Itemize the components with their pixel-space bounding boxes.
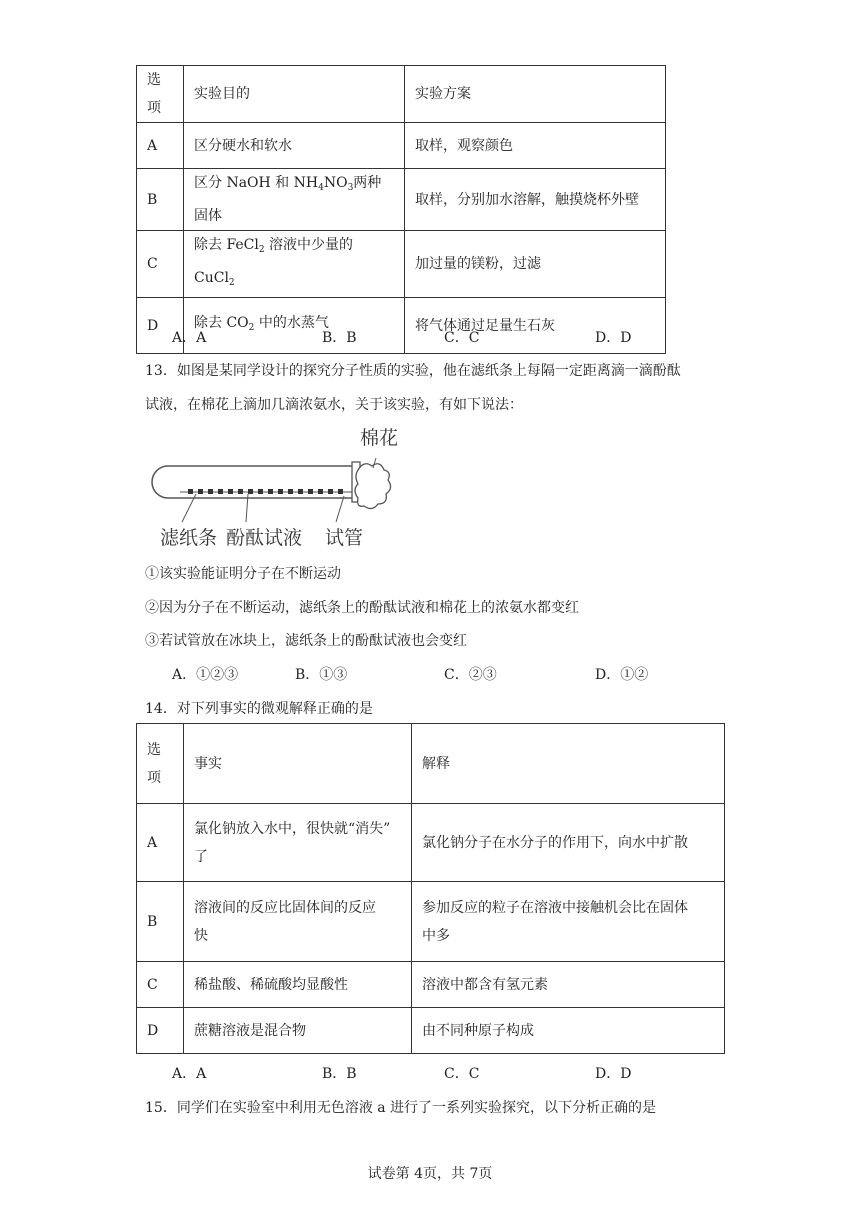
option-c: C．C	[444, 330, 480, 346]
header-cell: 选 项	[137, 724, 184, 804]
filter-paper-label: 滤纸条	[160, 527, 218, 549]
method-cell: 取样，分别加水溶解，触摸烧杯外壁	[405, 169, 666, 231]
explain-cell: 溶液中都含有氢元素	[412, 962, 725, 1008]
table-row	[137, 962, 725, 1008]
q12-table	[136, 65, 666, 354]
option-d: D．D	[595, 330, 632, 346]
q13-statement-3: ③若试管放在冰块上，滤纸条上的酚酞试液也会变红	[145, 633, 467, 649]
header-cell: 实验方案	[405, 66, 666, 123]
method-cell: 取样，观察颜色	[405, 123, 666, 169]
purpose-cell: 除去 $CO_2$ 中的水蒸气	[184, 298, 405, 354]
option-cell: D	[137, 1008, 184, 1054]
option-cell: A	[137, 804, 184, 882]
option-cell: C	[137, 962, 184, 1008]
q13-statement-2: ②因为分子在不断运动，滤纸条上的酚酞试液和棉花上的浓氨水都变红	[145, 600, 579, 616]
option-d: D．D	[595, 1066, 632, 1082]
option-b: B．B	[322, 1066, 357, 1082]
purpose-cell: 除去 FeCl$_2$ 溶液中少量的 CuCl$_2$	[184, 231, 405, 298]
method-cell: 将气体通过足量生石灰	[405, 298, 666, 354]
table-row	[137, 882, 725, 962]
table-header-row	[137, 724, 725, 804]
test-tube-label: 试管	[325, 527, 364, 549]
option-a: A．①②③	[172, 667, 239, 683]
option-cell: B	[137, 169, 184, 231]
explain-cell: 参加反应的粒子在溶液中接触机会比在固体 中多	[412, 882, 725, 962]
table-row	[137, 298, 666, 354]
fact-cell: 溶液间的反应比固体间的反应 快	[184, 882, 412, 962]
table-row	[137, 231, 666, 298]
option-cell: C	[137, 231, 184, 298]
option-a: A．A	[172, 330, 207, 346]
q13-statement-1: ①该实验能证明分子在不断运动	[145, 566, 341, 582]
table-header-row	[137, 66, 666, 123]
header-cell: 事实	[184, 724, 412, 804]
option-cell: B	[137, 882, 184, 962]
option-d: D．①②	[595, 667, 649, 683]
purpose-cell: 区分 NaOH 和 $NH_4NO_3$两种固体	[184, 169, 405, 231]
option-cell: A	[137, 123, 184, 169]
option-b: B．B	[322, 330, 357, 346]
page-footer: 试卷第 4页，共 7页	[367, 1166, 493, 1182]
option-cell: D	[137, 298, 184, 354]
explain-cell: 由不同种原子构成	[412, 1008, 725, 1054]
option-c: C．C	[444, 1066, 480, 1082]
option-c: C．②③	[444, 667, 497, 683]
cotton-label: 棉花	[360, 427, 399, 449]
option-b: B．①③	[295, 667, 348, 683]
method-cell: 加过量的镁粉，过滤	[405, 231, 666, 298]
q14-stem: 14．对下列事实的微观解释正确的是	[145, 701, 373, 717]
test-tube-figure	[140, 420, 400, 550]
q14-table	[136, 723, 725, 1054]
option-a: A．A	[172, 1066, 207, 1082]
table-row	[137, 804, 725, 882]
q15-stem: 15．同学们在实验室中利用无色溶液 a 进行了一系列实验探究，以下分析正确的是	[145, 1100, 657, 1116]
header-cell: 实验目的	[184, 66, 405, 123]
header-cell: 解释	[412, 724, 725, 804]
fact-cell: 氯化钠放入水中，很快就“消失” 了	[184, 804, 412, 882]
purpose-cell: 区分硬水和软水	[184, 123, 405, 169]
header-cell: 选项	[137, 66, 184, 123]
q13-stem-line1: 13．如图是某同学设计的探究分子性质的实验，他在滤纸条上每隔一定距离滴一滴酚酞	[145, 363, 681, 379]
explain-cell: 氯化钠分子在水分子的作用下，向水中扩散	[412, 804, 725, 882]
table-row	[137, 169, 666, 231]
q13-stem-line2: 试液，在棉花上滴加几滴浓氨水，关于该实验，有如下说法：	[145, 397, 523, 413]
table-row	[137, 123, 666, 169]
phenolphthalein-label: 酚酞试液	[226, 527, 303, 549]
fact-cell: 稀盐酸、稀硫酸均显酸性	[184, 962, 412, 1008]
fact-cell: 蔗糖溶液是混合物	[184, 1008, 412, 1054]
table-row	[137, 1008, 725, 1054]
